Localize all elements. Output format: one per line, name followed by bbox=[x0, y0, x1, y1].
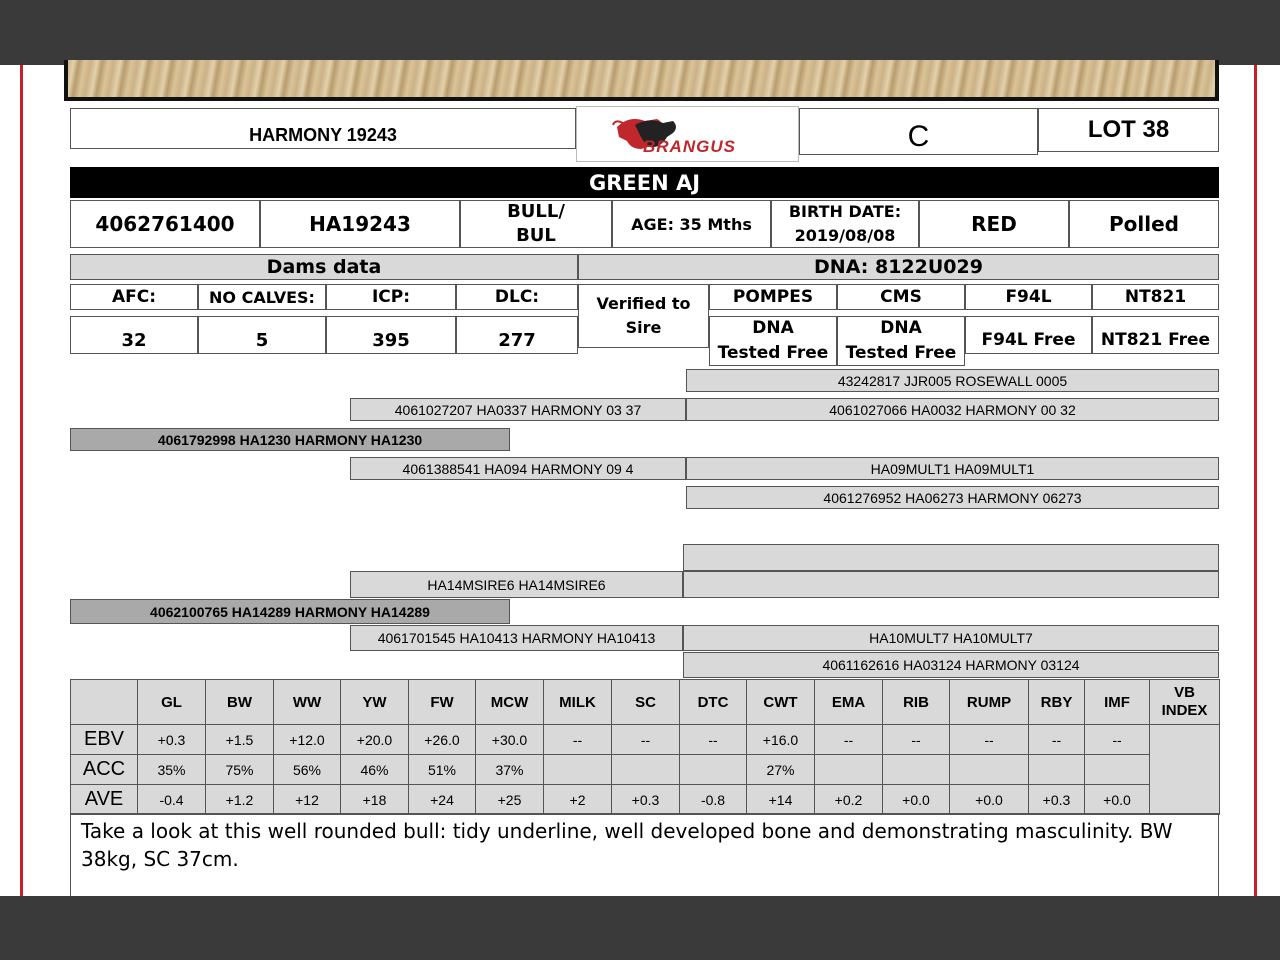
dlc-value: 277 bbox=[456, 316, 578, 354]
animal-code: HA19243 bbox=[260, 200, 460, 248]
pedigree-dam-sire-dam bbox=[683, 571, 1219, 598]
table-cell bbox=[950, 755, 1029, 785]
table-cell: -- bbox=[883, 725, 950, 755]
table-cell bbox=[1029, 755, 1085, 785]
cms-header: CMS bbox=[837, 284, 965, 310]
table-cell: +0.0 bbox=[1085, 785, 1150, 815]
owner-name: GREEN AJ bbox=[588, 170, 701, 195]
owner-title-bar bbox=[70, 167, 1219, 198]
ebv-header-row bbox=[71, 680, 1220, 725]
verified-to-sire: Verified to Sire bbox=[578, 284, 709, 348]
row-label: EBV bbox=[71, 725, 138, 755]
col-header: CWT bbox=[747, 680, 815, 725]
animal-sex: BULL/ BUL bbox=[460, 200, 612, 248]
col-header: RBY bbox=[1029, 680, 1085, 725]
table-cell: +18 bbox=[341, 785, 409, 815]
nt821-header: NT821 bbox=[1092, 284, 1219, 310]
table-cell bbox=[680, 755, 747, 785]
table-cell: +0.0 bbox=[883, 785, 950, 815]
pedigree-sire-dam-sire: HA09MULT1 HA09MULT1 bbox=[686, 457, 1219, 480]
table-cell: +16.0 bbox=[747, 725, 815, 755]
bottom-dark-bar-overlay bbox=[0, 896, 1280, 960]
col-header: RIB bbox=[883, 680, 950, 725]
cms-value: DNA Tested Free bbox=[837, 316, 965, 366]
col-header: BW bbox=[206, 680, 274, 725]
dna-title: DNA: 8122U029 bbox=[578, 254, 1219, 280]
top-dark-bar bbox=[0, 0, 1280, 65]
table-cell: -0.8 bbox=[680, 785, 747, 815]
horn-status: Polled bbox=[1069, 200, 1219, 248]
vb-index-value bbox=[1150, 725, 1220, 815]
table-cell: +20.0 bbox=[341, 725, 409, 755]
col-header: MILK bbox=[544, 680, 612, 725]
table-cell: +0.3 bbox=[1029, 785, 1085, 815]
right-red-border bbox=[1254, 65, 1257, 896]
pompes-value: DNA Tested Free bbox=[709, 316, 837, 366]
dams-data-title: Dams data bbox=[70, 254, 578, 280]
comments-box: Take a look at this well rounded bull: tidy underline, well developed bone and demonstrating masculinity. BW 38kg, SC 37cm. bbox=[70, 813, 1219, 903]
left-red-border bbox=[20, 65, 23, 896]
table-cell: 27% bbox=[747, 755, 815, 785]
f94l-value: F94L Free bbox=[965, 316, 1092, 354]
table-cell: -0.4 bbox=[138, 785, 206, 815]
col-header: WW bbox=[274, 680, 341, 725]
animal-name: HARMONY 19243 bbox=[70, 108, 576, 149]
pedigree-dam: 4062100765 HA14289 HARMONY HA14289 bbox=[70, 599, 510, 624]
acc-row bbox=[71, 755, 1220, 785]
col-header: VB INDEX bbox=[1150, 680, 1220, 725]
table-cell: +12.0 bbox=[274, 725, 341, 755]
pedigree-dam-sire-sire bbox=[683, 544, 1219, 571]
table-cell: -- bbox=[815, 725, 883, 755]
col-header: IMF bbox=[1085, 680, 1150, 725]
table-cell bbox=[883, 755, 950, 785]
afc-value: 32 bbox=[70, 316, 198, 354]
table-cell bbox=[544, 755, 612, 785]
table-cell: +1.5 bbox=[206, 725, 274, 755]
icp-value: 395 bbox=[326, 316, 456, 354]
pedigree-sire-sire-dam: 4061027066 HA0032 HARMONY 00 32 bbox=[686, 398, 1219, 421]
nt821-value: NT821 Free bbox=[1092, 316, 1219, 354]
table-cell bbox=[1085, 755, 1150, 785]
brangus-logo bbox=[576, 106, 799, 162]
pedigree-sire-dam: 4061388541 HA094 HARMONY 09 4 bbox=[350, 457, 686, 480]
col-header: EMA bbox=[815, 680, 883, 725]
table-cell: 51% bbox=[409, 755, 476, 785]
pompes-header: POMPES bbox=[709, 284, 837, 310]
col-header: YW bbox=[341, 680, 409, 725]
row-label: AVE bbox=[71, 785, 138, 815]
table-cell: +2 bbox=[544, 785, 612, 815]
table-cell: +0.0 bbox=[950, 785, 1029, 815]
animal-id: 4062761400 bbox=[70, 200, 260, 248]
table-cell: +0.3 bbox=[612, 785, 680, 815]
table-cell: 56% bbox=[274, 755, 341, 785]
ebv-table bbox=[70, 679, 1220, 815]
col-header: FW bbox=[409, 680, 476, 725]
table-cell: -- bbox=[612, 725, 680, 755]
table-cell: 37% bbox=[476, 755, 544, 785]
afc-header: AFC: bbox=[70, 284, 198, 310]
pedigree-sire: 4061792998 HA1230 HARMONY HA1230 bbox=[70, 428, 510, 451]
table-cell: +0.3 bbox=[138, 725, 206, 755]
pedigree-dam-dam-dam: 4061162616 HA03124 HARMONY 03124 bbox=[683, 652, 1219, 678]
table-cell: -- bbox=[950, 725, 1029, 755]
dlc-header: DLC: bbox=[456, 284, 578, 310]
col-header: RUMP bbox=[950, 680, 1029, 725]
col-header: GL bbox=[138, 680, 206, 725]
table-cell: +1.2 bbox=[206, 785, 274, 815]
table-cell: +25 bbox=[476, 785, 544, 815]
no-calves-value: 5 bbox=[198, 316, 326, 354]
pedigree-dam-dam-sire: HA10MULT7 HA10MULT7 bbox=[683, 625, 1219, 651]
no-calves-header: NO CALVES: bbox=[198, 284, 326, 310]
col-header: SC bbox=[612, 680, 680, 725]
f94l-header: F94L bbox=[965, 284, 1092, 310]
table-cell: +24 bbox=[409, 785, 476, 815]
pedigree-dam-dam: 4061701545 HA10413 HARMONY HA10413 bbox=[350, 625, 683, 651]
table-cell bbox=[815, 755, 883, 785]
table-cell: 35% bbox=[138, 755, 206, 785]
pedigree-sire-sire-sire: 43242817 JJR005 ROSEWALL 0005 bbox=[686, 369, 1219, 392]
table-cell: +0.2 bbox=[815, 785, 883, 815]
bull-photo bbox=[64, 60, 1219, 101]
pedigree-dam-sire: HA14MSIRE6 HA14MSIRE6 bbox=[350, 571, 683, 598]
pedigree-sire-dam-dam: 4061276952 HA06273 HARMONY 06273 bbox=[686, 486, 1219, 509]
icp-header: ICP: bbox=[326, 284, 456, 310]
table-cell: 46% bbox=[341, 755, 409, 785]
col-header: DTC bbox=[680, 680, 747, 725]
table-cell: -- bbox=[1029, 725, 1085, 755]
pedigree-sire-sire: 4061027207 HA0337 HARMONY 03 37 bbox=[350, 398, 686, 421]
logo-text: BRANGUS bbox=[643, 137, 736, 156]
table-cell: +26.0 bbox=[409, 725, 476, 755]
table-cell: 75% bbox=[206, 755, 274, 785]
animal-colour: RED bbox=[919, 200, 1069, 248]
table-cell: -- bbox=[544, 725, 612, 755]
ebv-row bbox=[71, 725, 1220, 755]
table-cell: +14 bbox=[747, 785, 815, 815]
birth-date: BIRTH DATE: 2019/08/08 bbox=[771, 200, 919, 248]
table-cell bbox=[612, 755, 680, 785]
animal-age: AGE: 35 Mths bbox=[612, 200, 771, 248]
lot-number: LOT 38 bbox=[1038, 108, 1219, 152]
row-label: ACC bbox=[71, 755, 138, 785]
grade-letter: C bbox=[799, 108, 1038, 155]
ebv-corner-cell bbox=[71, 680, 138, 725]
table-cell: -- bbox=[1085, 725, 1150, 755]
table-cell: +30.0 bbox=[476, 725, 544, 755]
table-cell: -- bbox=[680, 725, 747, 755]
col-header: MCW bbox=[476, 680, 544, 725]
table-cell: +12 bbox=[274, 785, 341, 815]
ave-row bbox=[71, 785, 1220, 815]
